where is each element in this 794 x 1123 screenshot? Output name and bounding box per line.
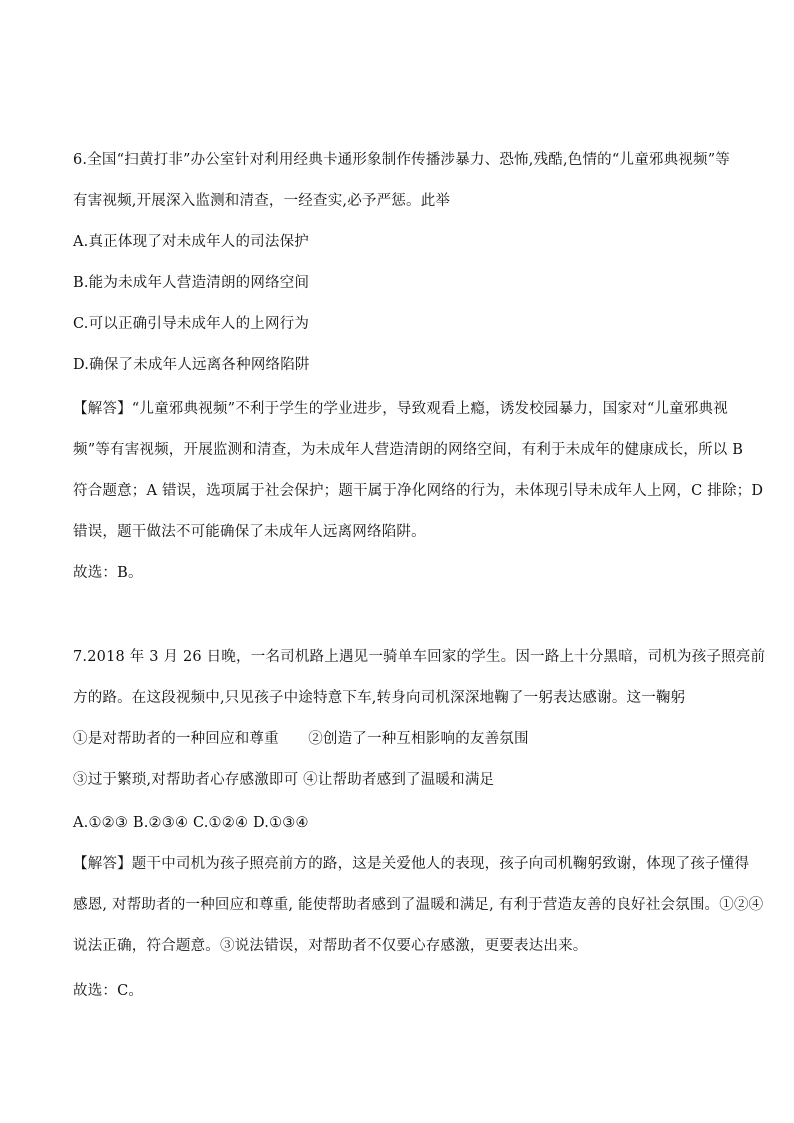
- question-6-stem-line-1: 6.全国“扫黄打非”办公室针对利用经典卡通形象制作传播涉暴力、恐怖,残酷,色情的“儿童邪典视频”等: [73, 152, 731, 168]
- question-6-answer-line-4: 错误，题干做法不可能确保了未成年人远离网络陷阱。: [73, 524, 426, 540]
- question-6-answer-line-3: 符合题意；A 错误，选项属于社会保护；题干属于净化网络的行为，未体现引导未成年人上网，C 排除；D: [73, 483, 764, 499]
- question-6-stem-line-2: 有害视频,开展深入监测和清查，一经查实,必予严惩。此举: [73, 193, 451, 209]
- question-7-stem-line-1: 7.2018 年 3 月 26 日晚，一名司机路上遇见一骑单车回家的学生。因一路上十分黑暗，司机为孩子照亮前: [73, 649, 766, 665]
- question-7-answer-line-3: 说法正确，符合题意。③说法错误，对帮助者不仅要心存感激，更要表达出来。: [73, 938, 588, 954]
- question-6-option-c: C.可以正确引导未成年人的上网行为: [73, 316, 310, 332]
- question-6-option-d: D.确保了未成年人远离各种网络陷阱: [73, 357, 310, 373]
- question-7-answer-line-2: 感恩, 对帮助者的一种回应和尊重, 能使帮助者感到了温暖和满足, 有利于营造友善的良好社会氛围。①②④: [73, 897, 764, 913]
- question-7-choice: 故选：C。: [73, 983, 144, 999]
- question-6-choice: 故选：B。: [73, 565, 143, 581]
- question-6-option-a: A.真正体现了对未成年人的司法保护: [73, 234, 309, 250]
- question-6-option-b: B.能为未成年人营造清朗的网络空间: [73, 275, 310, 291]
- question-7-answer-line-1: 【解答】题干中司机为孩子照亮前方的路，这是关爱他人的表现，孩子向司机鞠躬致谢，体现了孩子懂得: [73, 856, 750, 872]
- question-7-stem-line-2: 方的路。在这段视频中,只见孩子中途特意下车,转身向司机深深地鞠了一躬表达感谢。这一鞠躬: [73, 690, 686, 706]
- question-6-answer-line-2: 频”等有害视频，开展监测和清查，为未成年人营造清朗的网络空间，有利于未成年的健康成长，所以 B: [73, 442, 744, 458]
- question-7-options: A.①②③ B.②③④ C.①②④ D.①③④: [73, 815, 309, 831]
- question-6-answer-line-1: 【解答】“儿童邪典视频”不利于学生的学业进步，导致观看上瘾，诱发校园暴力，国家对“儿童邪典视: [73, 401, 728, 417]
- question-7-statements-line-2: ③过于繁琐,对帮助者心存感激即可 ④让帮助者感到了温暖和满足: [73, 772, 495, 788]
- question-7-statements-line-1: ①是对帮助者的一种回应和尊重 ②创造了一种互相影响的友善氛围: [73, 731, 529, 747]
